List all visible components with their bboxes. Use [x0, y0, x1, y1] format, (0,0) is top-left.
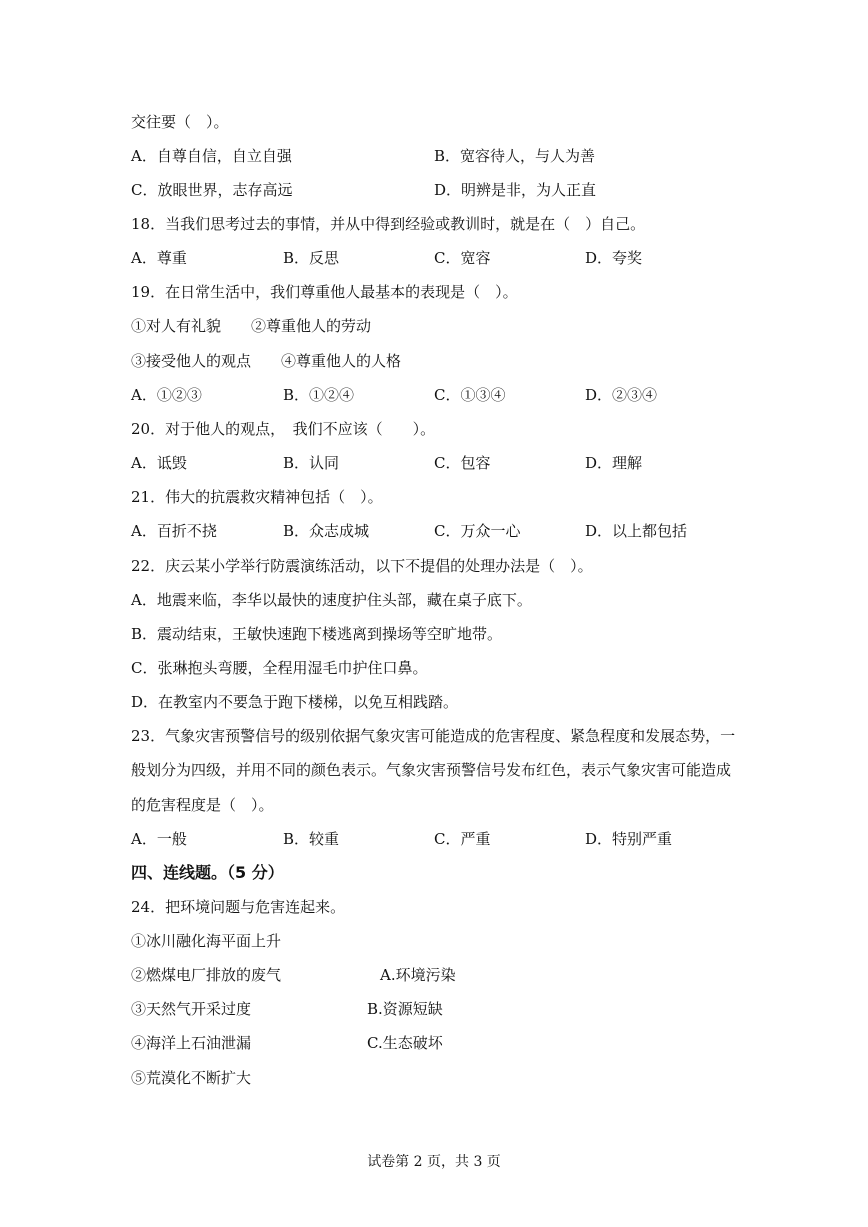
matching-left-item-5: ⑤荒漠化不断扩大 — [131, 1069, 252, 1087]
q18-option-c: C．宽容 — [434, 249, 491, 267]
q23-stem-line-1: 23．气象灾害预警信号的级别依据气象灾害可能造成的危害程度、紧急程度和发展态势，一 — [131, 727, 736, 745]
q17-option-b: B．宽容待人，与人为善 — [434, 147, 596, 165]
q17-option-d: D．明辨是非，为人正直 — [434, 181, 597, 199]
q19-statements-line-1: ①对人有礼貌 ②尊重他人的劳动 — [131, 317, 372, 335]
q20-option-a: A．诋毁 — [131, 454, 187, 472]
q20-stem: 20．对于他人的观点， 我们不应该（ ）。 — [131, 420, 436, 438]
q20-option-d: D．理解 — [585, 454, 643, 472]
q23-option-d: D．特别严重 — [585, 830, 673, 848]
q21-option-a: A．百折不挠 — [131, 522, 217, 540]
q18-option-d: D．夸奖 — [585, 249, 643, 267]
q17-option-c: C．放眼世界，志存高远 — [131, 181, 293, 199]
q21-option-d: D．以上都包括 — [585, 522, 688, 540]
q19-option-c: C．①③④ — [434, 386, 506, 404]
q18-option-b: B．反思 — [283, 249, 340, 267]
section-title: 四、连线题。（5 分） — [131, 863, 284, 882]
q19-option-b: B．①②④ — [283, 386, 355, 404]
q22-option-d: D．在教室内不要急于跑下楼梯，以免互相践踏。 — [131, 693, 459, 711]
q21-option-b: B．众志成城 — [283, 522, 370, 540]
q17-option-a: A．自尊自信，自立自强 — [131, 147, 292, 165]
q24-stem: 24．把环境问题与危害连起来。 — [131, 898, 346, 916]
q23-option-c: C．严重 — [434, 830, 491, 848]
q22-option-c: C．张琳抱头弯腰，全程用湿毛巾护住口鼻。 — [131, 659, 428, 677]
matching-right-item-c: C.生态破坏 — [367, 1034, 443, 1052]
q21-option-c: C．万众一心 — [434, 522, 521, 540]
q20-option-c: C．包容 — [434, 454, 491, 472]
q19-statements-line-2: ③接受他人的观点 ④尊重他人的人格 — [131, 352, 402, 370]
q19-stem: 19．在日常生活中，我们尊重他人最基本的表现是（ ）。 — [131, 283, 518, 301]
matching-right-item-b: B.资源短缺 — [367, 1000, 443, 1018]
q22-option-b: B．震动结束，王敏快速跑下楼逃离到操场等空旷地带。 — [131, 625, 503, 643]
page-footer: 试卷第 2 页，共 3 页 — [367, 1154, 501, 1170]
matching-left-item-4: ④海洋上石油泄漏 — [131, 1034, 252, 1052]
q17-stem-continuation: 交往要（ ）。 — [131, 113, 229, 131]
q23-option-b: B．较重 — [283, 830, 340, 848]
matching-left-item-3: ③天然气开采过度 — [131, 1000, 252, 1018]
q19-option-d: D．②③④ — [585, 386, 658, 404]
q22-option-a: A．地震来临，李华以最快的速度护住头部，藏在桌子底下。 — [131, 591, 532, 609]
q22-stem: 22．庆云某小学举行防震演练活动，以下不提倡的处理办法是（ ）。 — [131, 557, 593, 575]
q19-option-a: A．①②③ — [131, 386, 202, 404]
q18-option-a: A．尊重 — [131, 249, 187, 267]
q21-stem: 21．伟大的抗震救灾精神包括（ ）。 — [131, 488, 383, 506]
q23-stem-line-3: 的危害程度是（ ）。 — [131, 796, 274, 814]
q23-option-a: A．一般 — [131, 830, 187, 848]
matching-right-item-a: A.环境污染 — [380, 966, 456, 984]
matching-left-item-1: ①冰川融化海平面上升 — [131, 932, 282, 950]
q18-stem: 18．当我们思考过去的事情，并从中得到经验或教训时，就是在（ ）自己。 — [131, 215, 646, 233]
q23-stem-line-2: 般划分为四级，并用不同的颜色表示。气象灾害预警信号发布红色，表示气象灾害可能造成 — [131, 761, 732, 779]
matching-left-item-2: ②燃煤电厂排放的废气 — [131, 966, 282, 984]
q20-option-b: B．认同 — [283, 454, 340, 472]
